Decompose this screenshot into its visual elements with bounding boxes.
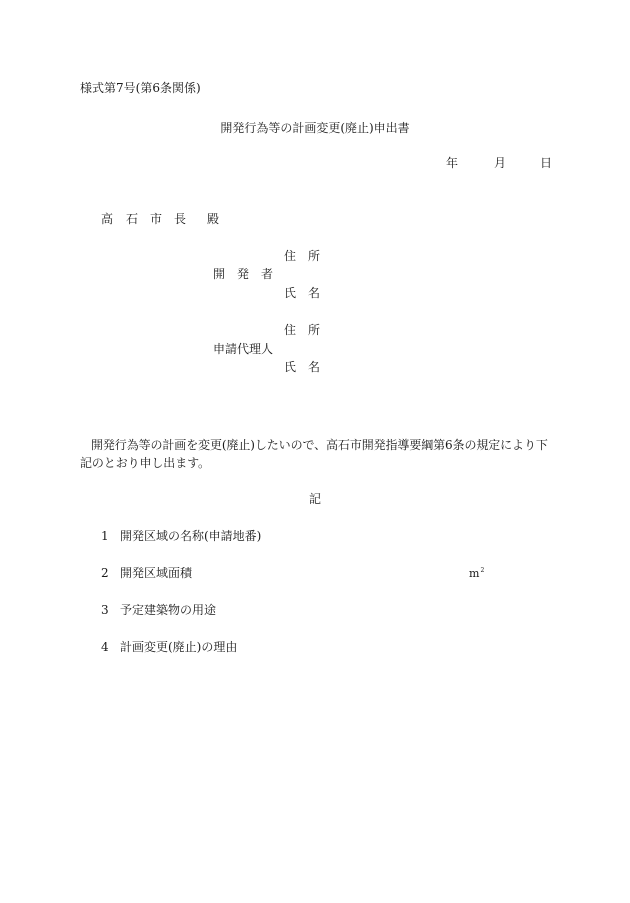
item-label: 開発区域の名称(申請地番) [120,529,262,543]
ki-heading: 記 [308,492,321,506]
item-label: 予定建築物の用途 [120,603,217,617]
developer-name-label: 氏 [284,286,297,300]
item-number: 3 [101,603,109,617]
agent-address-label: 住 [284,323,297,337]
addressee-char: 長 [174,212,187,226]
developer-role-label: 開 [213,267,226,281]
agent-name-label: 名 [308,360,321,374]
developer-role-label: 発 [237,267,250,281]
addressee-char: 高 [101,212,114,226]
agent-role-label: 申請代理人 [213,342,274,356]
addressee-char: 石 [126,212,139,226]
document-title: 開発行為等の計画変更(廃止)申出書 [220,121,410,135]
area-unit-exponent: 2 [480,567,485,574]
item-label: 計画変更(廃止)の理由 [120,640,238,654]
addressee-char: 殿 [207,212,220,226]
developer-name-label: 名 [308,286,321,300]
date-year-label: 年 [446,156,459,170]
developer-role-label: 者 [261,267,274,281]
addressee-char: 市 [150,212,163,226]
agent-address-label: 所 [308,323,321,337]
agent-name-label: 氏 [284,360,297,374]
developer-address-label: 所 [308,249,321,263]
area-unit-base: m [469,567,480,580]
date-month-label: 月 [494,156,507,170]
item-number: 4 [101,640,109,654]
body-paragraph: 開発行為等の計画を変更(廃止)したいので、高石市開発指導要綱第6条の規定により下記のとおり申し出ます。 [80,438,548,470]
item-label: 開発区域面積 [120,566,193,580]
area-unit [469,568,484,579]
date-day-label: 日 [540,156,553,170]
item-number: 1 [101,529,109,543]
developer-address-label: 住 [284,249,297,263]
item-number: 2 [101,566,109,580]
form-number: 様式第7号(第6条関係) [80,81,201,95]
